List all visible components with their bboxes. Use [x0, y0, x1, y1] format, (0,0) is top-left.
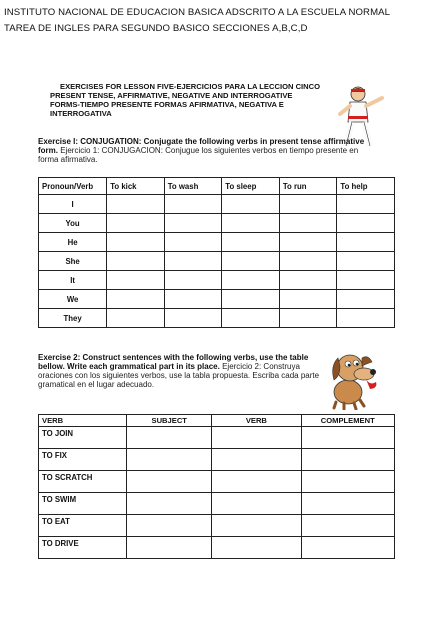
table-row [39, 537, 395, 559]
header-line-1: INSTITUTO NACIONAL DE EDUCACION BASICA ADSCRITO A LA ESCUELA NORMAL [4, 7, 391, 18]
answer-cell[interactable] [337, 214, 395, 233]
answer-cell[interactable] [212, 515, 301, 537]
title-line-3: FORMS-TIEMPO PRESENTE FORMAS AFIRMATIVA, NEGATIVA E [50, 100, 284, 109]
table-row [39, 195, 395, 214]
answer-cell[interactable] [279, 290, 337, 309]
exercises-title [50, 82, 340, 118]
pronoun-cell: You [39, 214, 107, 233]
answer-cell[interactable] [127, 471, 212, 493]
table-row [39, 515, 395, 537]
answer-cell[interactable] [279, 233, 337, 252]
answer-cell[interactable] [127, 449, 212, 471]
table-row [39, 214, 395, 233]
table-row [39, 449, 395, 471]
answer-cell[interactable] [337, 271, 395, 290]
col-header-verb: VERB [39, 415, 127, 427]
answer-cell[interactable] [127, 493, 212, 515]
answer-cell[interactable] [222, 271, 280, 290]
table-row [39, 493, 395, 515]
col-header-complement: COMPLEMENT [301, 415, 395, 427]
table-row [39, 290, 395, 309]
table-row [39, 471, 395, 493]
answer-cell[interactable] [301, 515, 395, 537]
pronoun-cell: They [39, 309, 107, 328]
answer-cell[interactable] [222, 290, 280, 309]
table-row [39, 271, 395, 290]
table-row [39, 252, 395, 271]
exercise-2-subtext: Ejercicio 2: Construya oraciones con los siguientes verbos, use la tabla propuesta. Escriba cada parte gramatical en el lugar adecuado. [38, 362, 320, 389]
col-header-pronoun: Pronoun/Verb [39, 178, 107, 195]
answer-cell[interactable] [212, 471, 301, 493]
answer-cell[interactable] [164, 195, 222, 214]
col-header-wash: To wash [164, 178, 222, 195]
col-header-verb-2: VERB [212, 415, 301, 427]
answer-cell[interactable] [127, 427, 212, 449]
answer-cell[interactable] [222, 195, 280, 214]
answer-cell[interactable] [212, 427, 301, 449]
table-row [39, 233, 395, 252]
answer-cell[interactable] [279, 195, 337, 214]
answer-cell[interactable] [107, 233, 165, 252]
answer-cell[interactable] [164, 233, 222, 252]
answer-cell[interactable] [107, 195, 165, 214]
table-row [39, 309, 395, 328]
answer-cell[interactable] [107, 214, 165, 233]
answer-cell[interactable] [107, 271, 165, 290]
answer-cell[interactable] [164, 252, 222, 271]
answer-cell[interactable] [337, 252, 395, 271]
answer-cell[interactable] [164, 271, 222, 290]
answer-cell[interactable] [107, 252, 165, 271]
title-line-2: PRESENT TENSE, AFFIRMATIVE, NEGATIVE AND INTERROGATIVE [50, 91, 293, 100]
answer-cell[interactable] [337, 195, 395, 214]
answer-cell[interactable] [279, 252, 337, 271]
answer-cell[interactable] [279, 271, 337, 290]
answer-cell[interactable] [301, 537, 395, 559]
answer-cell[interactable] [212, 493, 301, 515]
answer-cell[interactable] [212, 449, 301, 471]
title-line-1: EXERCISES FOR LESSON FIVE-EJERCICIOS PARA LA LECCION CINCO [60, 82, 321, 91]
exercise-1-heading: Exercise I: CONJUGATION: Conjugate the following verbs in present tense affirmative form. [38, 137, 365, 155]
exercise-1-subtext: Ejercicio 1: CONJUGACION: Conjugue los siguientes verbos en tiempo presente en forma afirmativa. [38, 146, 359, 164]
answer-cell[interactable] [212, 537, 301, 559]
verb-cell: TO EAT [39, 515, 127, 537]
title-line-4: INTERROGATIVA [50, 109, 112, 118]
answer-cell[interactable] [301, 449, 395, 471]
answer-cell[interactable] [164, 290, 222, 309]
verb-cell: TO SWIM [39, 493, 127, 515]
answer-cell[interactable] [127, 537, 212, 559]
col-header-help: To help [337, 178, 395, 195]
answer-cell[interactable] [301, 493, 395, 515]
verb-cell: TO DRIVE [39, 537, 127, 559]
answer-cell[interactable] [107, 290, 165, 309]
exercise-2-instructions [38, 353, 321, 389]
header-line-2: TAREA DE INGLES PARA SEGUNDO BASICO SECCIONES A,B,C,D [4, 23, 308, 34]
answer-cell[interactable] [337, 290, 395, 309]
conjugation-table [38, 177, 395, 328]
pronoun-cell: It [39, 271, 107, 290]
pronoun-cell: She [39, 252, 107, 271]
exercise-2-heading: Exercise 2: Construct sentences with the following verbs, use the table bellow. Write each grammatical part in its place. [38, 353, 309, 371]
verb-cell: TO JOIN [39, 427, 127, 449]
pronoun-cell: I [39, 195, 107, 214]
col-header-sleep: To sleep [222, 178, 280, 195]
verb-cell: TO SCRATCH [39, 471, 127, 493]
cartoon-dog-icon [326, 348, 384, 410]
answer-cell[interactable] [337, 309, 395, 328]
answer-cell[interactable] [301, 471, 395, 493]
answer-cell[interactable] [222, 233, 280, 252]
answer-cell[interactable] [337, 233, 395, 252]
answer-cell[interactable] [222, 214, 280, 233]
col-header-subject: SUBJECT [127, 415, 212, 427]
answer-cell[interactable] [107, 309, 165, 328]
pronoun-cell: He [39, 233, 107, 252]
answer-cell[interactable] [301, 427, 395, 449]
answer-cell[interactable] [164, 309, 222, 328]
answer-cell[interactable] [279, 214, 337, 233]
col-header-run: To run [279, 178, 337, 195]
sentence-table [38, 414, 395, 559]
pronoun-cell: We [39, 290, 107, 309]
answer-cell[interactable] [127, 515, 212, 537]
table-row [39, 427, 395, 449]
answer-cell[interactable] [222, 252, 280, 271]
answer-cell[interactable] [164, 214, 222, 233]
exercise-1-instructions [38, 137, 368, 164]
verb-cell: TO FIX [39, 449, 127, 471]
col-header-kick: To kick [107, 178, 165, 195]
answer-cell[interactable] [222, 309, 280, 328]
answer-cell[interactable] [279, 309, 337, 328]
